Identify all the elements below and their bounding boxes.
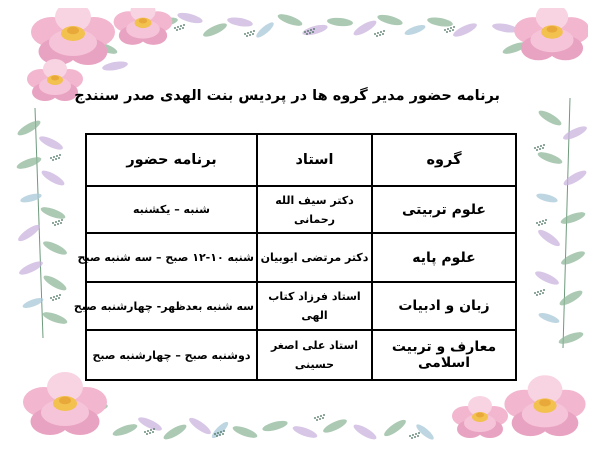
header-program: برنامه حضور: [86, 134, 257, 186]
right-vine: [534, 98, 588, 348]
bottom-left-flowers: [23, 372, 108, 435]
schedule-table: [73, 133, 517, 381]
cell-program: دوشنبه صبح – چهارشنبه صبح: [86, 330, 257, 380]
cell-teacher: دکتر مرتضی ایوبیان: [257, 233, 372, 282]
table-row: [86, 282, 516, 330]
header-teacher: استاد: [257, 134, 372, 186]
cell-group: علوم تربیتی: [372, 186, 516, 233]
cell-program: شنبه – یکشنبه: [86, 186, 257, 233]
cell-program: سه شنبه بعدظهر- چهارشنبه صبح: [86, 282, 257, 330]
cell-teacher: استاد علی اصغر حسینی: [257, 330, 372, 380]
cell-group: معارف و تربیت اسلامی: [372, 330, 516, 380]
bottom-garland: [111, 414, 435, 442]
table-header-row: [86, 134, 516, 186]
cell-teacher: استاد فرزاد کتاب الهی: [257, 282, 372, 330]
left-vine: [15, 108, 68, 338]
table-row: [86, 233, 516, 282]
bottom-right-flowers: [452, 375, 586, 438]
top-right-flowers: [492, 8, 588, 60]
table-row: [86, 330, 516, 380]
header-group: گروه: [372, 134, 516, 186]
page-title: برنامه حضور مدیر گروه ها در پردیس بنت الهدی صدر سنندج: [74, 88, 500, 104]
cell-group: علوم پایه: [372, 233, 516, 282]
cell-program: شنبه ۱۰-۱۲ صبح – سه شنبه صبح: [86, 233, 257, 282]
table-row: [86, 186, 516, 233]
cell-teacher: دکتر سیف الله رحمانی: [257, 186, 372, 233]
top-garland: [152, 11, 479, 40]
cell-group: زبان و ادبیات: [372, 282, 516, 330]
